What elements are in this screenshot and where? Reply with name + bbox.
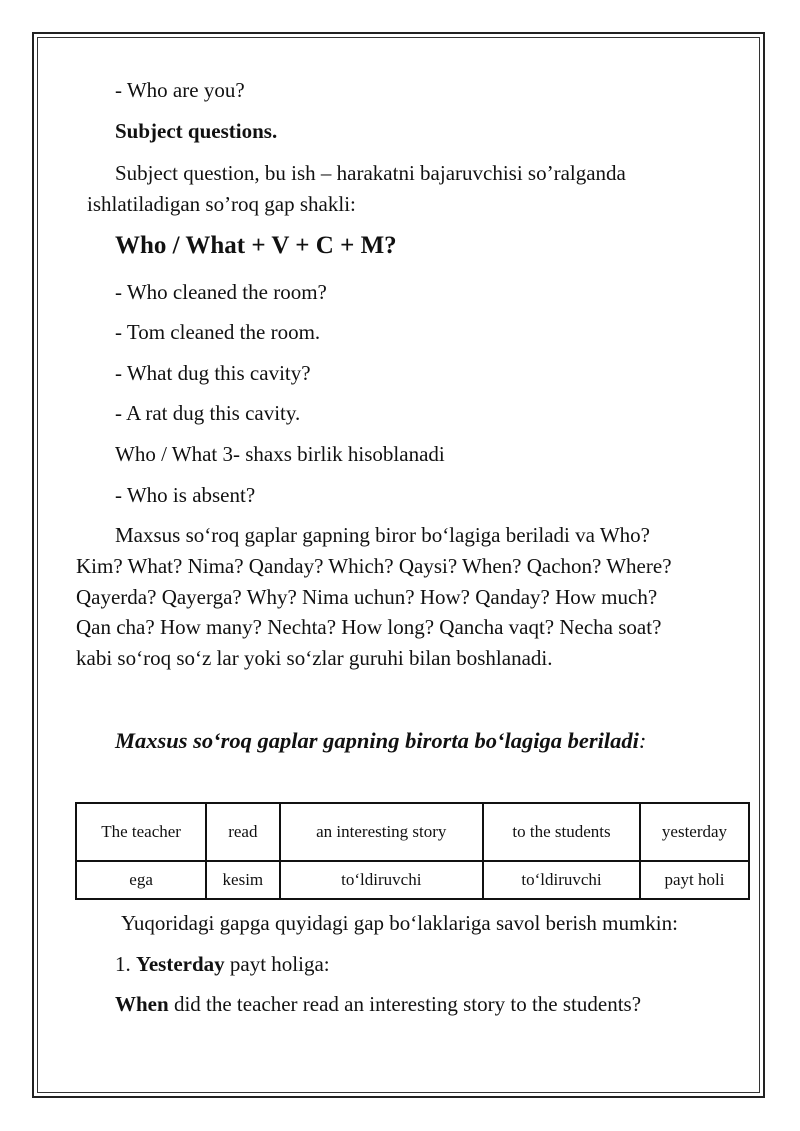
example-1: - Who cleaned the room? (115, 280, 327, 304)
table-cell: ega (76, 861, 206, 899)
formula-heading: Who / What + V + C + M? (115, 232, 397, 259)
section-heading-subject-questions: Subject questions. (115, 119, 278, 143)
table-cell: to‘ldiruvchi (280, 861, 483, 899)
example-5: - Who is absent? (115, 483, 256, 507)
definition-line-2: ishlatiladigan so’roq gap shakli: (87, 192, 356, 216)
list-item-1 (115, 951, 330, 977)
table-cell: payt holi (640, 861, 749, 899)
bottom-intro: Yuqoridagi gapga quyidagi gap bo‘laklariga savol berish mumkin: (121, 911, 678, 935)
paragraph-line-5: kabi so‘roq so‘z lar yoki so‘zlar guruhi bilan boshlanadi. (76, 646, 553, 670)
example-3: - What dug this cavity? (115, 361, 311, 385)
example-4: - A rat dug this cavity. (115, 401, 301, 425)
italic-section-heading (115, 728, 646, 754)
paragraph-line-1: Maxsus so‘roq gaplar gapning biror bo‘lagiga beriladi va Who? (115, 523, 650, 547)
table-cell: to‘ldiruvchi (483, 861, 640, 899)
question-bold-word: When (115, 992, 169, 1016)
example-who-are-you: - Who are you? (115, 78, 245, 102)
table-row (76, 861, 749, 899)
paragraph-line-2: Kim? What? Nima? Qanday? Which? Qaysi? When? Qachon? Where? (76, 554, 672, 578)
table-cell: yesterday (640, 803, 749, 861)
table-cell: kesim (206, 861, 279, 899)
table-cell: read (206, 803, 279, 861)
list-item-bold: Yesterday (136, 952, 225, 976)
table-cell: an interesting story (280, 803, 483, 861)
paragraph-line-4: Qan cha? How many? Nechta? How long? Qancha vaqt? Necha soat? (76, 615, 662, 639)
definition-line-1: Subject question, bu ish – harakatni bajaruvchisi so’ralganda (115, 161, 626, 185)
question-rest: did the teacher read an interesting story to the students? (168, 992, 642, 1016)
list-number: 1. (115, 952, 136, 976)
table-row (76, 803, 749, 861)
list-item-rest: payt holiga: (224, 952, 330, 976)
sentence-parts-table (75, 802, 750, 900)
table-cell: The teacher (76, 803, 206, 861)
italic-heading-text: Maxsus so‘roq gaplar gapning birorta bo‘lagiga beriladi (115, 728, 639, 753)
example-2: - Tom cleaned the room. (115, 320, 321, 344)
rule-note: Who / What 3- shaxs birlik hisoblanadi (115, 442, 445, 466)
italic-heading-colon: : (638, 728, 647, 753)
table-cell: to the students (483, 803, 640, 861)
paragraph-line-3: Qayerda? Qayerga? Why? Nima uchun? How? Qanday? How much? (76, 585, 658, 609)
question-example (115, 991, 641, 1017)
